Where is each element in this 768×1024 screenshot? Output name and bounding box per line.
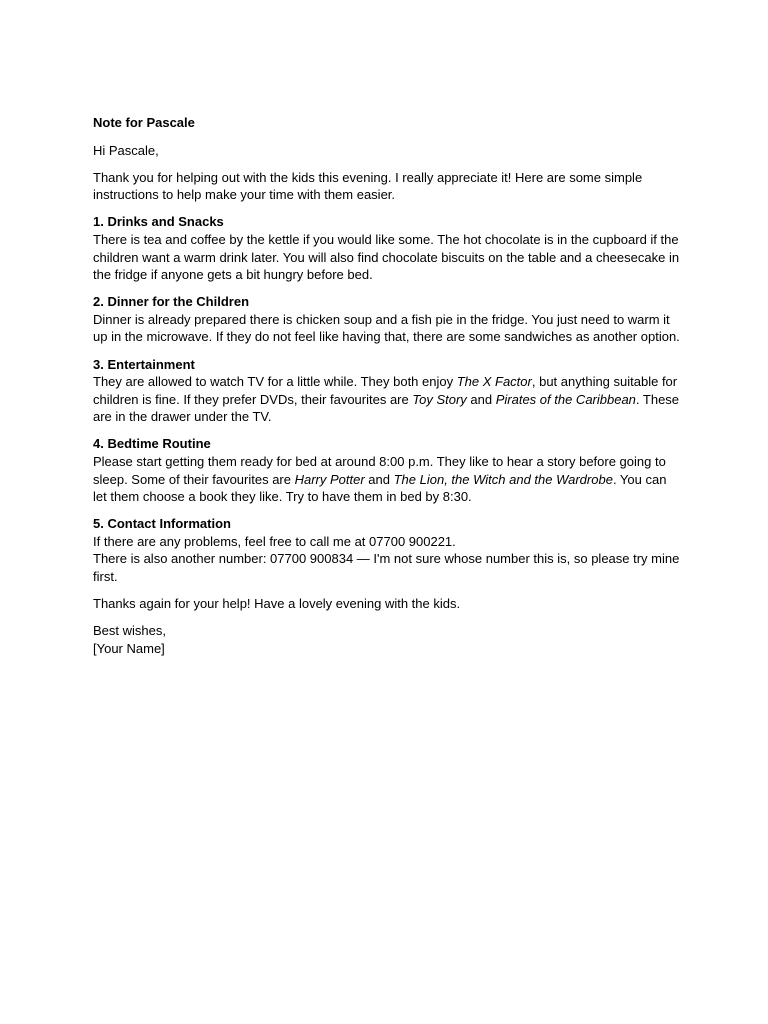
section-bedtime-routine: [93, 435, 683, 505]
section-drinks-and-snacks: [93, 213, 683, 283]
section-heading: 5. Contact Information: [93, 516, 231, 532]
section-body: [93, 374, 679, 424]
section-heading: 4. Bedtime Routine: [93, 436, 211, 452]
section-heading: 1. Drinks and Snacks: [93, 214, 224, 230]
section-body: [93, 454, 666, 504]
body-text: , but anything suitable for children is fine. If they prefer DVDs, their favourites are: [93, 374, 678, 407]
section-body: There is tea and coffee by the kettle if you would like some. The hot chocolate is in the cupboard if the children want a warm drink later. You will also find chocolate biscuits on the table and a cheesecake in the fridge if anyone gets a bit hungry before bed.: [93, 231, 680, 283]
section-contact-information: [93, 515, 683, 585]
signoff-text: Best wishes,: [93, 623, 166, 639]
body-text: and: [466, 391, 496, 407]
closing-paragraph: Thanks again for your help! Have a lovely evening with the kids.: [93, 596, 461, 612]
body-text: . These are in the drawer under the TV.: [93, 391, 680, 425]
body-text: and: [364, 471, 394, 487]
section-heading: 2. Dinner for the Children: [93, 294, 250, 310]
signoff: [93, 622, 683, 657]
document-page: [93, 114, 683, 657]
section-entertainment: [93, 356, 683, 426]
film-title: Toy Story: [412, 391, 467, 407]
section-body: Dinner is already prepared there is chicken soup and a fish pie in the fridge. You just need to warm it up in the microwave. If they do not feel like having that, there are some sandwiches as another option.: [93, 311, 680, 345]
show-title: The X Factor: [456, 374, 532, 390]
note-title: Note for Pascale: [93, 115, 195, 130]
body-text: They are allowed to watch TV for a little while. They both enjoy: [93, 374, 457, 390]
body-text: . You can let them choose a book they like. Try to have them in bed by 8:30.: [93, 471, 667, 505]
signature: [Your Name]: [93, 640, 165, 656]
body-text: Please start getting them ready for bed at around 8:00 p.m. They like to hear a story before going to sleep. Some of their favourites are: [93, 454, 666, 487]
intro-paragraph: Thank you for helping out with the kids this evening. I really appreciate it! Here are some simple instructions to help make your time with them easier.: [93, 169, 643, 203]
greeting: Hi Pascale,: [93, 142, 159, 158]
section-heading: 3. Entertainment: [93, 356, 195, 372]
contact-line-secondary: There is also another number: 07700 900834 — I'm not sure whose number this is, so please try mine first.: [93, 551, 680, 585]
section-dinner: [93, 293, 683, 346]
book-title: The Lion, the Witch and the Wardrobe: [393, 471, 613, 487]
contact-line-primary: If there are any problems, feel free to call me at 07700 900221.: [93, 533, 456, 549]
book-title: Harry Potter: [294, 471, 365, 487]
film-title: Pirates of the Caribbean: [495, 391, 636, 407]
